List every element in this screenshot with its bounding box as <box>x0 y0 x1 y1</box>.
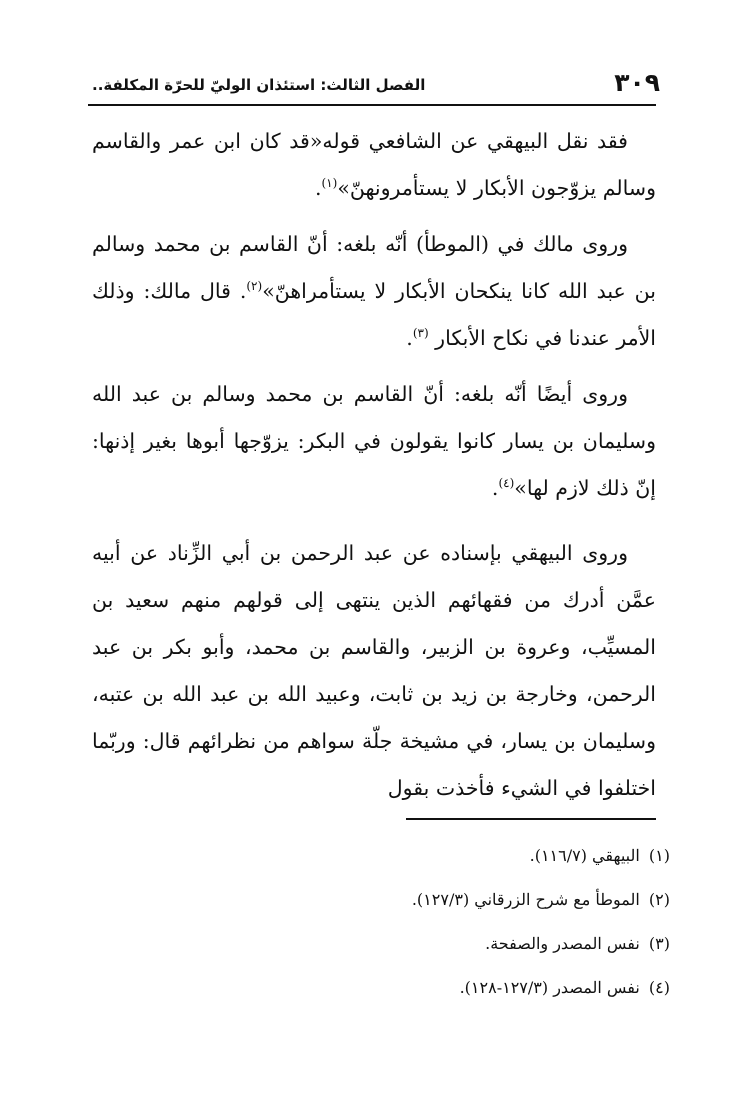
paragraph-4 <box>92 530 656 812</box>
footnote-number: (٣) <box>648 934 670 953</box>
footnote-item <box>88 834 670 878</box>
footnote-ref: (٣) <box>412 326 429 341</box>
paragraph-1 <box>92 118 656 212</box>
footnote-text: الموطأ مع شرح الزرقاني (١٢٧/٣). <box>411 890 640 909</box>
paragraph-3 <box>92 371 656 512</box>
paragraph-text: . <box>491 476 499 500</box>
footnote-text: البيهقي (١١٦/٧). <box>529 846 640 865</box>
footnote-item <box>88 878 670 922</box>
footnote-item <box>88 922 670 966</box>
chapter-title: الفصل الثالث: استئذان الوليّ للحرّة المكلفة.. <box>92 76 426 94</box>
paragraph-2 <box>92 221 656 362</box>
paragraph-text: وروى البيهقي بإسناده عن عبد الرحمن بن أبي الزِّناد عن أبيه عمَّن أدرك من فقهائهم الذين ينتهى إلى قولهم منهم سعيد بن المسيِّب، وعروة بن الزبير، والقاسم بن محمد، وأبو بكر بن عبد الرحمن، وخارجة بن زيد بن ثابت، وعبيد الله بن عبد الله بن عتبه، وسليمان بن يسار، في مشيخة جلّة سواهم من نظرائهم قال: وربّما اختلفوا في الشيء فأخذت بقول <box>92 541 656 800</box>
paragraph-text: . قال مالك: وذلك الأمر عندنا في نكاح الأبكار <box>92 279 656 350</box>
footnote-text: نفس المصدر والصفحة. <box>485 934 640 953</box>
footnote-ref: (١) <box>321 176 338 191</box>
footnotes <box>88 834 670 1010</box>
footnote-number: (٤) <box>648 978 670 997</box>
footnote-text: نفس المصدر (١٢٧/٣-١٢٨). <box>459 978 640 997</box>
footnote-item <box>88 966 670 1010</box>
footnote-ref: (٤) <box>498 476 515 491</box>
page-number: ٣٠٩ <box>614 68 660 97</box>
running-header <box>88 68 660 106</box>
paragraph-text: . <box>314 176 322 200</box>
paragraph-text: وروى مالك في (الموطأ) أنّه بلغه: أنّ القاسم بن محمد وسالم بن عبد الله كانا ينكحان الأبكار لا يستأمراهنّ» <box>92 232 656 303</box>
footnote-ref: (٢) <box>246 279 263 294</box>
footnote-number: (١) <box>648 846 670 865</box>
paragraph-text: وروى أيضًا أنّه بلغه: أنّ القاسم بن محمد وسالم بن عبد الله وسليمان بن يسار كانوا يقولون في البكر: يزوّجها أبوها بغير إذنها: إنّ ذلك لازم لها» <box>92 382 656 500</box>
footnote-divider <box>406 818 656 820</box>
paragraph-text: . <box>406 326 413 350</box>
main-text <box>92 118 656 821</box>
paragraph-text: فقد نقل البيهقي عن الشافعي قوله«قد كان ابن عمر والقاسم وسالم يزوّجون الأبكار لا يستأمرونهنّ» <box>92 129 656 200</box>
footnote-number: (٢) <box>648 890 670 909</box>
